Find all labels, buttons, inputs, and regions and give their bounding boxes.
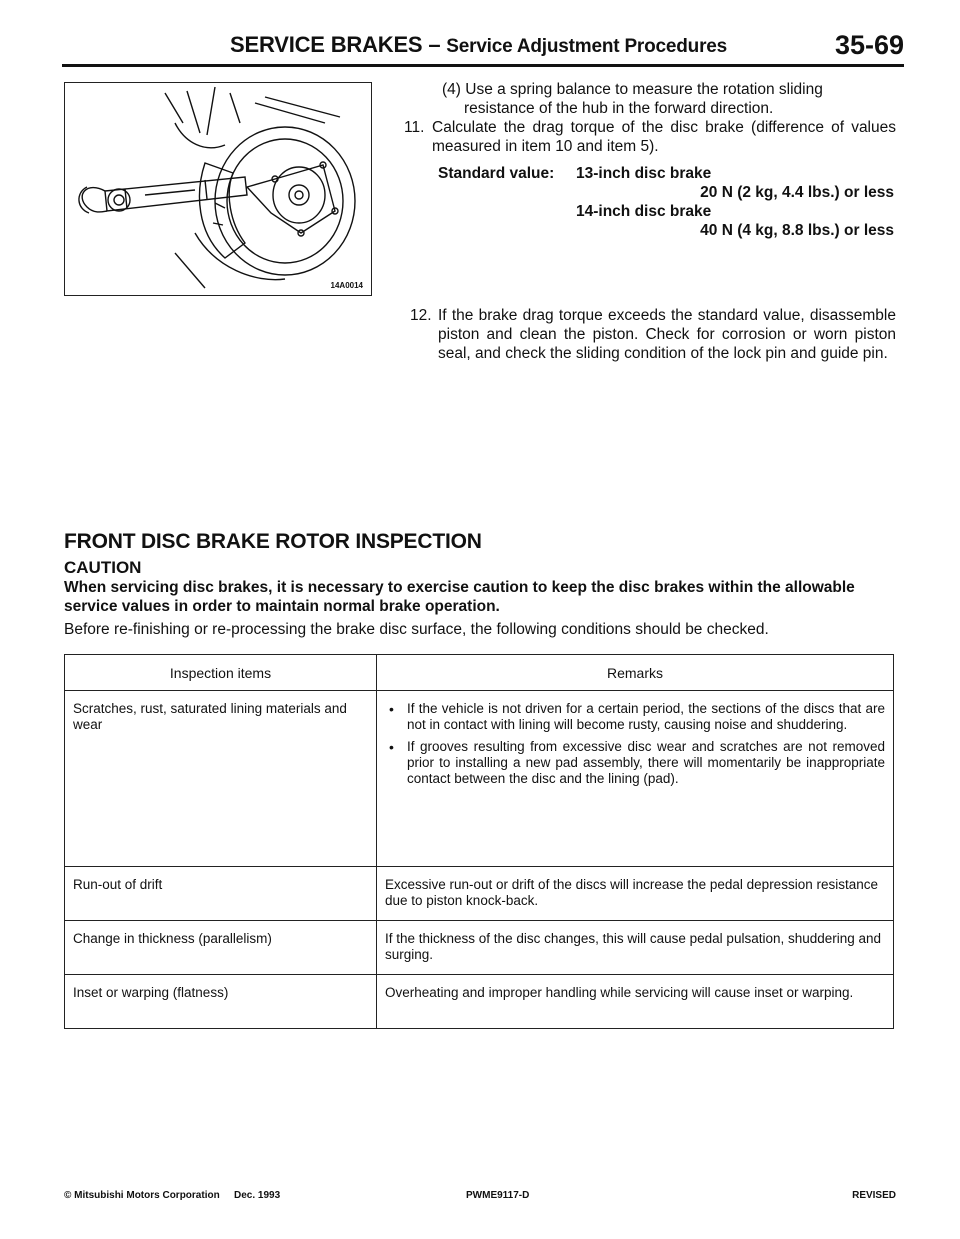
standard-value-label: Standard value: xyxy=(438,165,555,182)
inspection-table xyxy=(64,654,894,1029)
header-rule xyxy=(62,64,904,67)
step-12 xyxy=(410,306,896,363)
step-12-text: If the brake drag torque exceeds the standard value, disassemble piston and clean the piston. Check for corrosion or worn piston seal, and check the sliding condition of the lock pin and guide pin. xyxy=(438,307,896,362)
footer-copyright: © Mitsubishi Motors Corporation xyxy=(64,1190,220,1201)
header-inspection-items: Inspection items xyxy=(65,655,377,691)
table-header-row xyxy=(65,655,894,691)
table-row xyxy=(65,691,894,867)
page-number: 35-69 xyxy=(834,30,904,60)
figure-code: 14A0014 xyxy=(330,281,363,290)
table-row xyxy=(65,975,894,1029)
section-subtitle: Service Adjustment Procedures xyxy=(446,36,727,57)
header-remarks: Remarks xyxy=(377,655,894,691)
intro-paragraph: Before re-finishing or re-processing the brake disc surface, the following conditions should be checked. xyxy=(64,621,769,638)
brake-drag-figure xyxy=(64,82,372,296)
remark-bullet: • If the vehicle is not driven for a certain period, the sections of the discs that are not in contact with lining will become rusty, causing noise and shuddering. xyxy=(385,701,885,733)
row-item: Run-out of drift xyxy=(65,867,377,921)
step-4: (4) Use a spring balance to measure the rotation sliding resistance of the hub in the forward direction. xyxy=(442,81,823,117)
section-heading: FRONT DISC BRAKE ROTOR INSPECTION xyxy=(64,530,482,553)
spring-balance-illustration xyxy=(65,83,371,295)
step-11 xyxy=(404,118,896,156)
page-footer xyxy=(64,1190,896,1204)
title-dash: – xyxy=(422,32,447,57)
std-13-label: 13-inch disc brake xyxy=(576,165,712,182)
section-name: SERVICE BRAKES xyxy=(230,32,423,57)
caution-heading: CAUTION xyxy=(64,558,142,577)
page-title xyxy=(230,32,727,58)
std-14-value: 40 N (4 kg, 8.8 lbs.) or less xyxy=(700,222,894,239)
page-header xyxy=(62,30,904,66)
procedure-steps xyxy=(404,80,896,156)
row-item: Inset or warping (flatness) xyxy=(65,975,377,1029)
footer-date: Dec. 1993 xyxy=(234,1190,281,1201)
caution-text: When servicing disc brakes, it is necessary to exercise caution to keep the disc brakes within the allowable service values in order to maintain normal brake operation. xyxy=(64,579,855,615)
row-item: Scratches, rust, saturated lining materials and wear xyxy=(65,691,377,867)
row-remarks xyxy=(377,691,894,867)
footer-doc-code: PWME9117-D xyxy=(466,1190,530,1201)
std-14-label: 14-inch disc brake xyxy=(576,203,712,220)
row-item: Change in thickness (parallelism) xyxy=(65,921,377,975)
table-row xyxy=(65,867,894,921)
step-11-number: 11. xyxy=(404,119,425,136)
std-13-value: 20 N (2 kg, 4.4 lbs.) or less xyxy=(700,184,894,201)
remark-bullet: • If grooves resulting from excessive disc wear and scratches are not removed prior to installing a new pad assembly, there will momentarily be inappropriate contact between the disc and the lining (pad). xyxy=(385,739,885,787)
step-11-text: Calculate the drag torque of the disc brake (difference of values measured in item 10 and item 5). xyxy=(432,119,896,155)
footer-status: REVISED xyxy=(852,1190,896,1201)
step-12-number: 12. xyxy=(410,307,432,324)
standard-value-list xyxy=(576,164,894,240)
row-remarks: Overheating and improper handling while servicing will cause inset or warping. xyxy=(377,975,894,1029)
row-remarks: Excessive run-out or drift of the discs will increase the pedal depression resistance due to piston knock-back. xyxy=(377,867,894,921)
row-remarks: If the thickness of the disc changes, this will cause pedal pulsation, shuddering and surging. xyxy=(377,921,894,975)
table-row xyxy=(65,921,894,975)
